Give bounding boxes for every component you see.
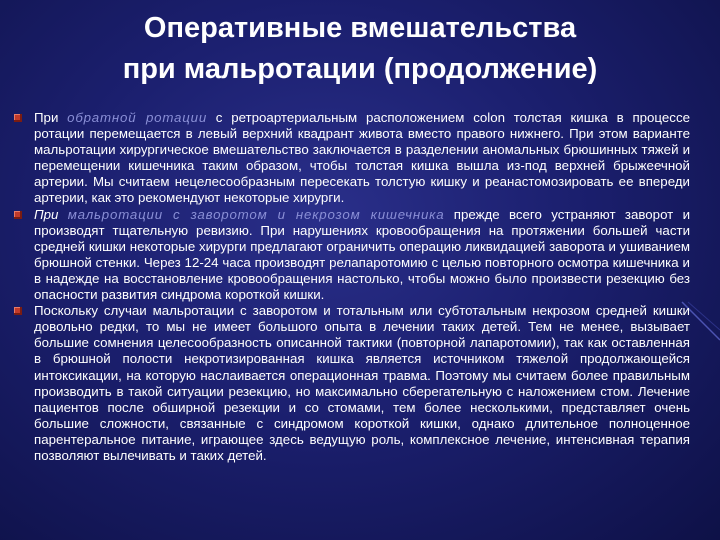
paragraph-lead: При xyxy=(34,110,68,125)
page-title xyxy=(40,8,680,90)
bullet-square-icon xyxy=(14,211,22,219)
paragraph-highlight: мальротации с заворотом и некрозом кишечника xyxy=(67,206,445,222)
paragraph-text: с ретроартериальным расположением colon толстая кишка в процессе ротации перемещается в левый верхний квадрант живота вместо правого нижнего. При этом варианте мальротации хирургическое вмешательство заключается в разделении аномальных брюшинных тяжей и перемещении кишечника таким образом, чтобы толстая кишка вышла из-под верхней брыжеечной артерии. Мы считаем нецелесообразным пересекать толстую кишку и реанастомозировать ее впереди артерии, как это рекомендуют некоторые хирурги. xyxy=(34,110,690,206)
paragraph-text: Поскольку случаи мальротации с заворотом и тотальным или субтотальным некрозом средней кишки довольно редки, то мы не имеет большого опыта в лечении таких детей. Тем не менее, вызывает большие сомнения целесообразность описанной тактики (повторной лапаротомии), так как оставленная в брюшной полости некротизированная кишка является источником тяжелой продолжающейся интоксикации, на которую наслаивается операционная травма. Поэтому мы считаем более правильным производить в такой ситуации резекцию, но максимально сберегательную с наложением стом. Лечение пациентов после обширной резекции и со стомами, тем более несколькими, представляет очень большие сложности, связанные с синдромом короткой кишки, однако длительное полноценное парентеральное питание, играющее здесь ведущую роль, комплексное лечение, интенсивная терапия позволяют вылечивать и таких детей. xyxy=(34,303,690,463)
list-item xyxy=(14,303,690,464)
paragraph-text: прежде всего устраняют заворот и производят тщательную ревизию. При нарушениях кровообращения на протяжении большей части средней кишки некоторые хирурги предлагают ограничить операцию ликвидацией заворота и ушиванием брюшной стенки. Через 12-24 часа производят релапаротомию с целью повторного осмотра кишечника и в надежде на восстановление кровообращения настолько, чтобы можно было произвести резекцию без опасности развития синдрома короткой кишки. xyxy=(34,206,691,303)
bullet-square-icon xyxy=(14,114,22,122)
bullet-square-icon xyxy=(14,307,22,315)
list-item xyxy=(14,207,690,304)
title-line-2: при мальротации (продолжение) xyxy=(122,53,598,85)
paragraph-lead: При xyxy=(34,206,68,222)
paragraph-highlight: обратной ротации xyxy=(67,110,208,125)
title-line-1: Оперативные вмешательства xyxy=(143,12,577,44)
list-item xyxy=(14,110,690,207)
content-body xyxy=(14,110,690,464)
